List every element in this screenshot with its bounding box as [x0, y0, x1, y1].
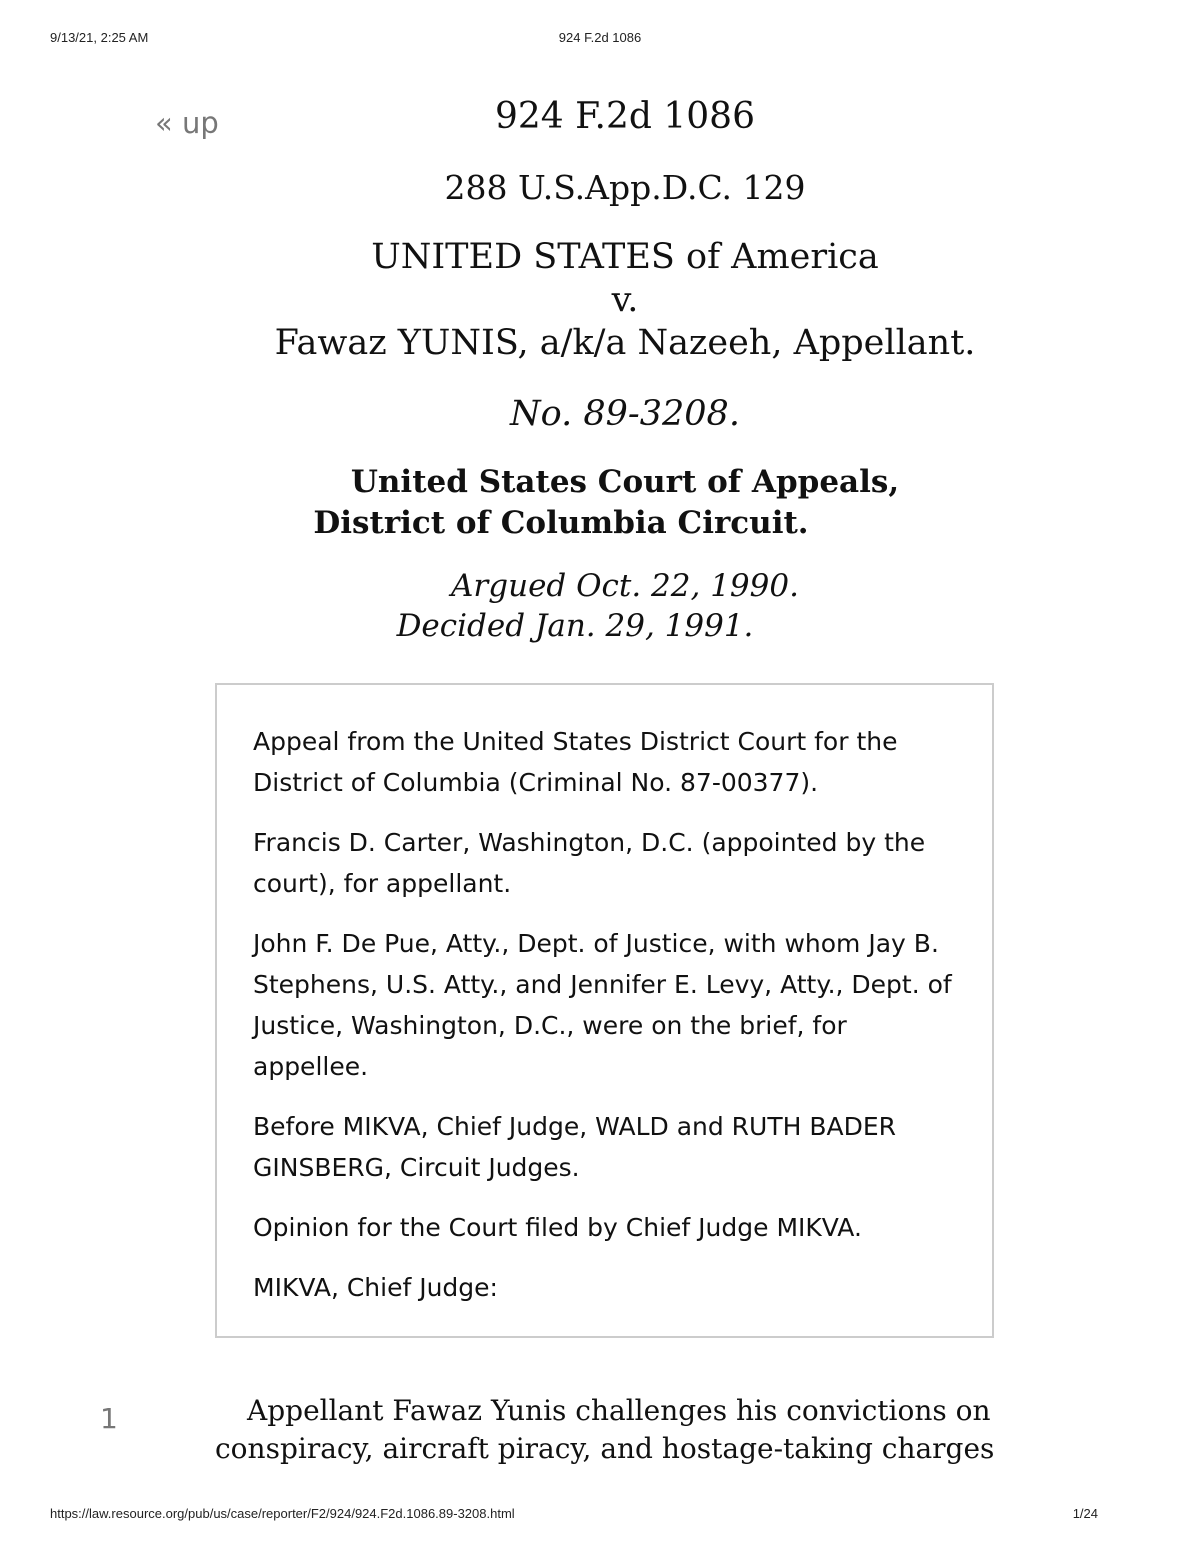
paragraph-number[interactable]: 1	[100, 1402, 118, 1435]
paragraph-text: Appellant Fawaz Yunis challenges his convictions on conspiracy, aircraft piracy, and hostage-taking charges	[215, 1394, 995, 1465]
print-url: https://law.resource.org/pub/us/case/reporter/F2/924/924.F2d.1086.89-3208.html	[50, 1506, 515, 1521]
print-page-title: 924 F.2d 1086	[558, 30, 642, 45]
argued-date: Argued Oct. 22, 1990.	[451, 568, 799, 604]
case-parties	[0, 236, 1200, 365]
court-name-line1: United States Court of Appeals,	[350, 464, 900, 500]
defendant: Fawaz YUNIS, a/k/a Nazeeh, Appellant.	[274, 323, 976, 363]
case-citation: 924 F.2d 1086	[495, 96, 755, 137]
panel: Before MIKVA, Chief Judge, WALD and RUTH BADER GINSBERG, Circuit Judges.	[253, 1112, 897, 1182]
print-header	[50, 30, 1150, 50]
opinion-author: MIKVA, Chief Judge:	[253, 1273, 498, 1302]
appellant-counsel: Francis D. Carter, Washington, D.C. (appointed by the court), for appellant.	[253, 828, 926, 898]
print-page-count: 1/24	[1072, 1506, 1098, 1521]
plaintiff: UNITED STATES of America	[371, 237, 879, 277]
up-link[interactable]: « up	[155, 106, 219, 140]
court-name	[0, 462, 1200, 544]
parallel-citation: 288 U.S.App.D.C. 129	[444, 168, 806, 207]
case-info-box	[215, 683, 994, 1338]
versus: v.	[611, 280, 639, 320]
appellee-counsel: John F. De Pue, Atty., Dept. of Justice, with whom Jay B. Stephens, U.S. Atty., and Jennifer E. Levy, Atty., Dept. of Justice, Washington, D.C., were on the brief, for appellee.	[253, 929, 952, 1081]
print-datetime: 9/13/21, 2:25 AM	[50, 30, 149, 45]
case-dates	[0, 566, 1200, 646]
decided-date: Decided Jan. 29, 1991.	[396, 608, 754, 644]
docket-number: No. 89-3208.	[510, 394, 740, 434]
appeal-from: Appeal from the United States District Court for the District of Columbia (Criminal No. 87-00377).	[253, 727, 898, 797]
opinion-by: Opinion for the Court filed by Chief Judge MIKVA.	[253, 1213, 862, 1242]
court-name-line2: District of Columbia Circuit.	[313, 505, 809, 541]
print-footer	[50, 1506, 1150, 1526]
